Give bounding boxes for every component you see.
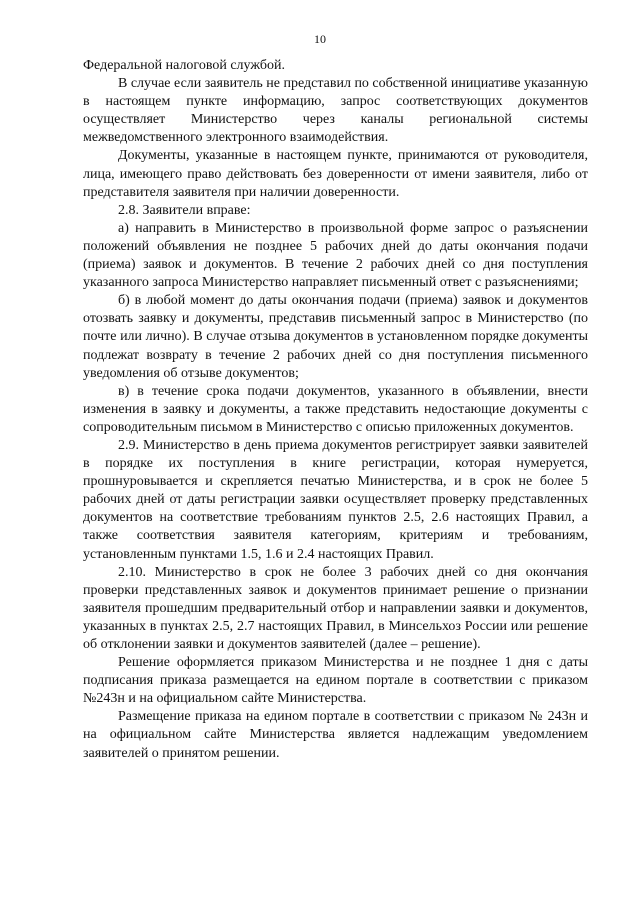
paragraph: Документы, указанные в настоящем пункте, принимаются от руководителя, лица, имеющего право действовать без доверенности от имени заявителя, либо от представителя заявителя при наличии доверенности. — [83, 148, 588, 200]
paragraph: Федеральной налоговой службой. — [83, 58, 285, 73]
section-heading-2-8: 2.8. Заявители вправе: — [118, 202, 251, 218]
list-item-b: б) в любой момент до даты окончания подачи (приема) заявок и документов отозвать заявку и документы, представив письменный запрос в Министерство (по почте или лично). В случае отзыва документов в установленном порядке документы подлежат возврату в течение 2 рабочих дней со дня поступления письменного уведомления об отзыве документов; — [83, 293, 588, 381]
paragraph: В случае если заявитель не представил по собственной инициативе указанную в настоящем пункте информацию, запрос соответствующих документов осуществляет Министерство через каналы региональной системы межведомственного электронного взаимодействия. — [83, 76, 588, 146]
section-2-10: 2.10. Министерство в срок не более 3 рабочих дней со дня окончания проверки представленных заявок и документов принимает решение о признании заявителя прошедшим предварительный отбор и направлении заявки и документов, указанных в пунктах 2.5, 2.7 настоящих Правил, в Минсельхоз России или решение об отклонении заявки и документов заявителей (далее – решение). — [83, 564, 588, 652]
paragraph: Размещение приказа на едином портале в соответствии с приказом № 243н и на официальном сайте Министерства является надлежащим уведомлением заявителей о принятом решении. — [83, 709, 588, 761]
paragraph: Решение оформляется приказом Министерства и не позднее 1 дня с даты подписания приказа размещается на едином портале в соответствии с приказом №243н и на официальном сайте Министерства. — [83, 655, 588, 707]
document-body — [83, 57, 588, 763]
list-item-a: а) направить в Министерство в произвольной форме запрос о разъяснении положений объявления не позднее 5 рабочих дней до даты окончания подачи (приема) заявок и документов. В течение 2 рабочих дней со дня поступления указанного запроса Министерство направляет письменный ответ с разъяснениями; — [83, 220, 588, 291]
list-item-v: в) в течение срока подачи документов, указанного в объявлении, внести изменения в заявку и документы, а также представить недостающие документы с сопроводительным письмом в Министерство с описью приложенных документов. — [83, 383, 588, 435]
section-2-9: 2.9. Министерство в день приема документов регистрирует заявки заявителей в порядке их поступления в книге регистрации, которая нумеруется, прошнуровывается и скрепляется печатью Министерства, и в срок не более 5 рабочих дней от даты регистрации заявки осуществляет проверку представленных документов на соответствие требованиям пунктов 2.5, 2.6 настоящих Правил, а также соответствия заявителя категориям, критериям и требованиям, установленным пунктами 1.5, 1.6 и 2.4 настоящих Правил. — [83, 437, 588, 562]
page-number: 10 — [314, 32, 326, 46]
